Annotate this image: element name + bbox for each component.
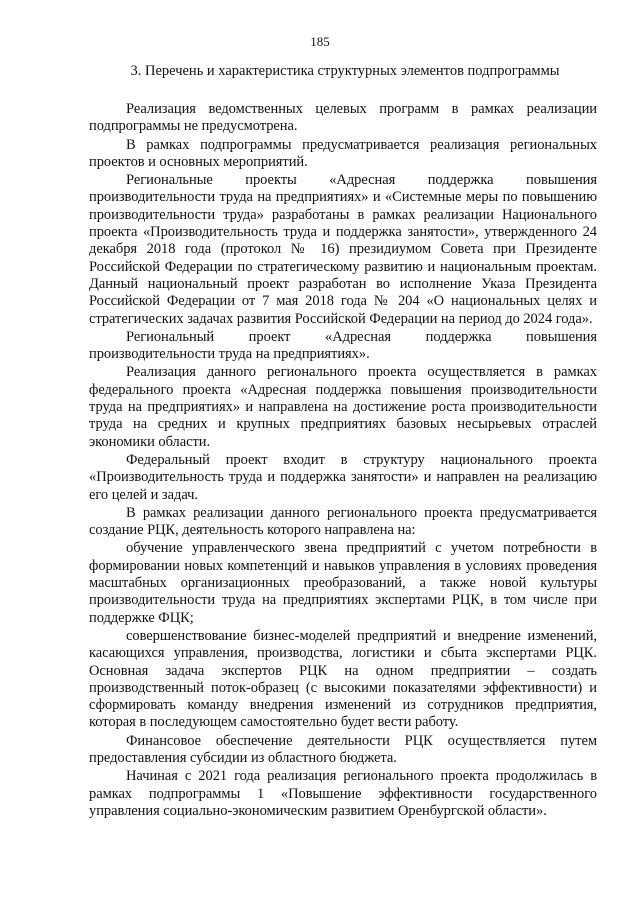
- paragraph: Реализация ведомственных целевых программ в рамках реализации подпрограммы не предусмотрена.: [89, 101, 597, 135]
- paragraph: Региональный проект «Адресная поддержка повышения производительности труда на предприятиях».: [89, 328, 597, 363]
- paragraph: Финансовое обеспечение деятельности РЦК осуществляется путем предоставления субсидии из областного бюджета.: [89, 732, 597, 766]
- body-text: [89, 101, 597, 820]
- list-item: совершенствование бизнес-моделей предприятий и внедрение изменений, касающихся управления, производства, логистики и сбыта экспертами РЦК. Основная задача экспертов РЦК на одном предприятии – создать производственный поток-образец (с высокими показателями эффективности) и сформировать команду внедрения изменений из сотрудников предприятия, которая в последующем самостоятельно будет вести работу.: [89, 627, 597, 731]
- page-number: 185: [310, 34, 330, 49]
- paragraph: Реализация данного регионального проекта осуществляется в рамках федерального проекта «Адресная поддержка повышения производительности труда на предприятиях» и направлена на достижение роста производительности труда на средних и крупных предприятиях базовых несырьевых отраслей экономики области.: [89, 364, 597, 450]
- paragraph: Начиная с 2021 года реализация регионального проекта продолжилась в рамках подпрограммы 1 «Повышение эффективности государственного управления социально-экономическим развитием Оренбургской области».: [89, 768, 597, 819]
- paragraph: В рамках подпрограммы предусматривается реализация региональных проектов и основных мероприятий.: [89, 136, 597, 170]
- paragraph: Федеральный проект входит в структуру национального проекта «Производительность труда и поддержка занятости» и направлен на реализацию его целей и задач.: [89, 451, 597, 503]
- paragraph: В рамках реализации данного регионального проекта предусматривается создание РЦК, деятельность которого направлена на:: [89, 504, 597, 539]
- paragraph: Региональные проекты «Адресная поддержка повышения производительности труда на предприятиях» и «Системные меры по повышению производительности труда» разработаны в рамках реализации Национального проекта «Производительность труда и поддержка занятости», утвержденного 24 декабря 2018 года (протокол № 16) президиумом Совета при Президенте Российской Федерации по стратегическому развитию и национальным проектам. Данный национальный проект разработан во исполнение Указа Президента Российской Федерации от 7 мая 2018 года № 204 «О национальных целях и стратегических задачах развития Российской Федерации на период до 2024 года».: [89, 172, 597, 327]
- list-item: обучение управленческого звена предприятий с учетом потребности в формировании новых компетенций и навыков управления в условиях проведения масштабных организационных преобразований, а также новой культуры производительности труда на предприятиях экспертами РЦК, в том числе при поддержке ФЦК;: [89, 540, 597, 626]
- section-heading: 3. Перечень и характеристика структурных элементов подпрограммы: [130, 63, 560, 79]
